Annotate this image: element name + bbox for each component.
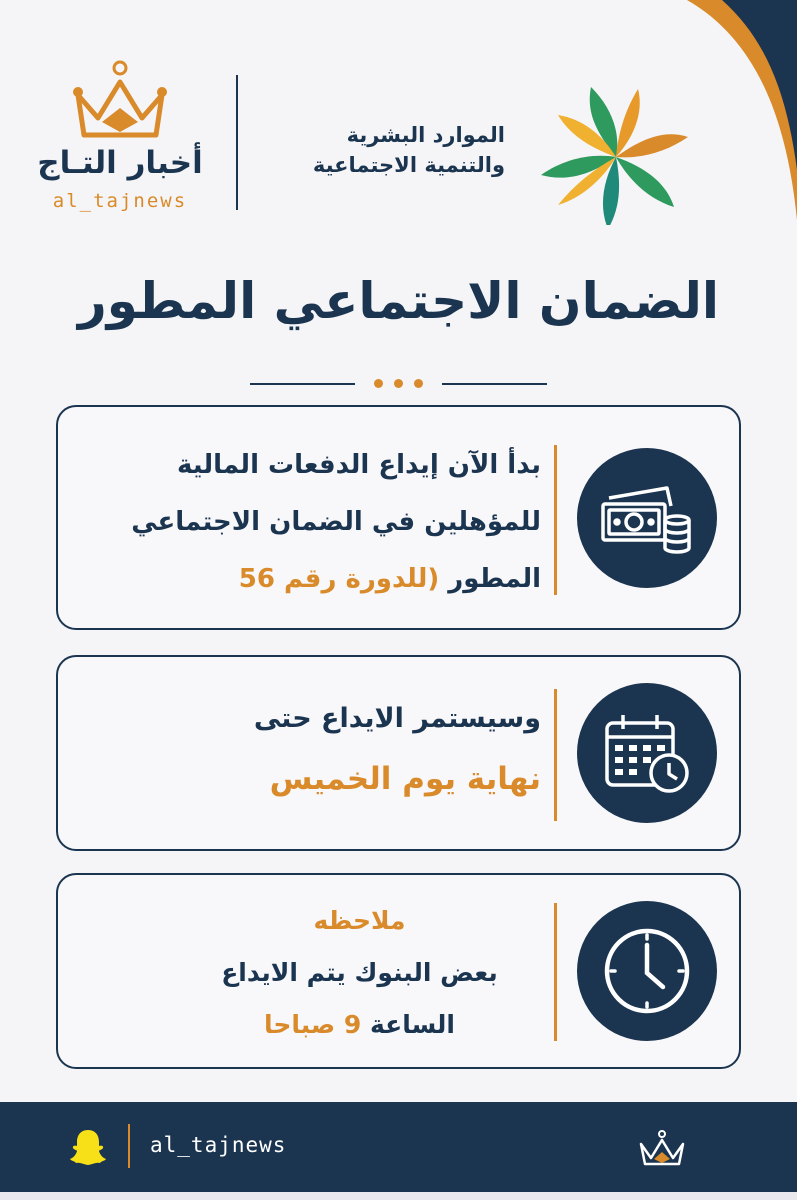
card-line-2-main: الساعة [369,1010,455,1039]
info-card-note [56,873,741,1069]
icon-circle [577,901,717,1041]
card-accent-bar [554,689,557,821]
page-title: الضمان الاجتماعي المطور [77,272,720,330]
note-heading: ملاحظه [313,906,406,935]
money-coins-icon [597,468,697,568]
ministry-line-1: الموارد البشرية [346,123,505,147]
card-line-1: بعض البنوك يتم الايداع [221,958,498,987]
card-line-3 [78,551,541,608]
card-accent-bar [554,445,557,595]
header-divider [236,75,238,210]
brand-logo [30,60,210,220]
card-text [78,437,541,608]
icon-circle [577,683,717,823]
brand-name: أخبار التـاج [37,145,203,181]
bottom-strip [0,1192,797,1200]
card-line-3-main: المطور [448,564,541,594]
footer-divider [128,1124,130,1168]
ministry-logo [528,85,698,225]
end-day: نهاية يوم الخميس [269,761,541,797]
card-accent-bar [554,903,557,1041]
deposit-time: 9 صباحا [263,1010,362,1039]
card-line-2 [178,999,541,1051]
info-card-duration [56,655,741,851]
card-line-1: بدأ الآن إيداع الدفعات المالية [176,450,541,480]
icon-circle [577,448,717,588]
ministry-line-2: والتنمية الاجتماعية [312,153,505,178]
ministry-name [260,120,505,181]
brand-handle: al_tajnews [52,190,188,212]
card-line-2: للمؤهلين في الضمان الاجتماعي [131,507,541,537]
card-line-1: وسيستمر الايداع حتى [253,703,541,734]
crown-icon [70,60,170,145]
title-separator [250,374,547,394]
header [0,55,797,225]
footer [0,1102,797,1192]
footer-handle[interactable]: al_tajnews [150,1133,287,1157]
info-card-payments [56,405,741,630]
clock-icon [597,921,697,1021]
snapchat-icon[interactable] [68,1127,108,1167]
calendar-clock-icon [597,703,697,803]
crown-icon [637,1130,687,1168]
card-text [78,689,541,809]
cycle-number: (للدورة رقم 56 [238,564,440,594]
card-text [178,895,541,1051]
